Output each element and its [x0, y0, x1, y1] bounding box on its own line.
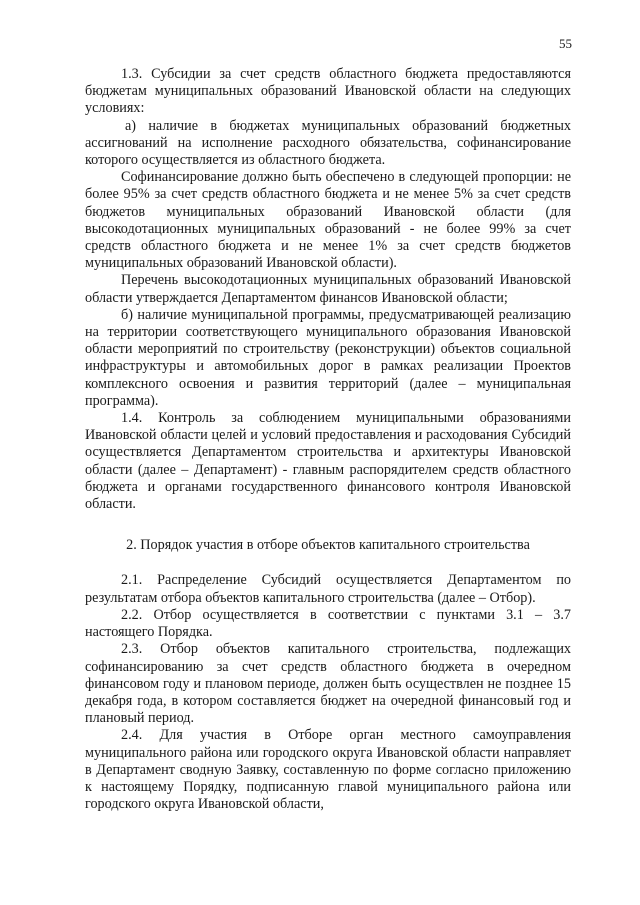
paragraph-2-4: 2.4. Для участия в Отборе орган местного самоуправления муниципального района или городского округа Ивановской области направляет в Департамент сводную Заявку, составленную по форме согласно приложению к настоящему Порядку, подписанную главой муниципального района или городского округа Ивановской области,	[85, 727, 571, 813]
paragraph-2-1: 2.1. Распределение Субсидий осуществляется Департаментом по результатам отбора объектов капитального строительства (далее – Отбор).	[85, 572, 571, 606]
paragraph-1-3: 1.3. Субсидии за счет средств областного бюджета предоставляются бюджетам муниципальных образований Ивановской области на следующих условиях:	[85, 66, 571, 117]
paragraph-2-2: 2.2. Отбор осуществляется в соответствии с пунктами 3.1 – 3.7 настоящего Порядка.	[85, 606, 571, 641]
paragraph-condition-b: б) наличие муниципальной программы, предусматривающей реализацию на территории соответствующего муниципального образования Ивановской области мероприятий по строительству (реконструкции) объектов социальной инфраструктуры и автомобильных дорог в рамках реализации Проектов комплексного освоения и развития территорий (далее – муниципальная программа).	[85, 306, 571, 409]
paragraph-2-3: 2.3. Отбор объектов капитального строительства, подлежащих софинансированию за счет средств областного бюджета в очередном финансовом году и плановом периоде, должен быть осуществлен не позднее 15 декабря года, в котором составляется бюджет на очередной финансовый год и плановый период.	[85, 641, 571, 727]
paragraph-condition-a: а) наличие в бюджетах муниципальных образований бюджетных ассигнований на исполнение расходного обязательства, софинансирование которого осуществляется из областного бюджета.	[85, 117, 571, 169]
paragraph-cofinancing: Софинансирование должно быть обеспечено в следующей пропорции: не более 95% за счет средств областного бюджета и не менее 5% за счет средств бюджетов муниципальных образований Ивановской области (для высокодотационных муниципальных образований - не более 99% за счет средств областного бюджета и не менее 1% за счет средств бюджетов муниципальных образований Ивановской области).	[85, 169, 571, 272]
document-body	[85, 66, 571, 813]
paragraph-high-subsidy-list: Перечень высокодотационных муниципальных образований Ивановской области утверждается Департаментом финансов Ивановской области;	[85, 272, 571, 306]
section-heading: 2. Порядок участия в отборе объектов капитального строительства	[126, 537, 530, 554]
paragraph-1-4: 1.4. Контроль за соблюдением муниципальными образованиями Ивановской области целей и условий предоставления и расходования Субсидий осуществляется Департаментом строительства и архитектуры Ивановской области (далее – Департамент) - главным распорядителем средств областного бюджета и органами государственного финансового контроля Ивановской области.	[85, 410, 571, 513]
page-number: 55	[559, 36, 572, 51]
